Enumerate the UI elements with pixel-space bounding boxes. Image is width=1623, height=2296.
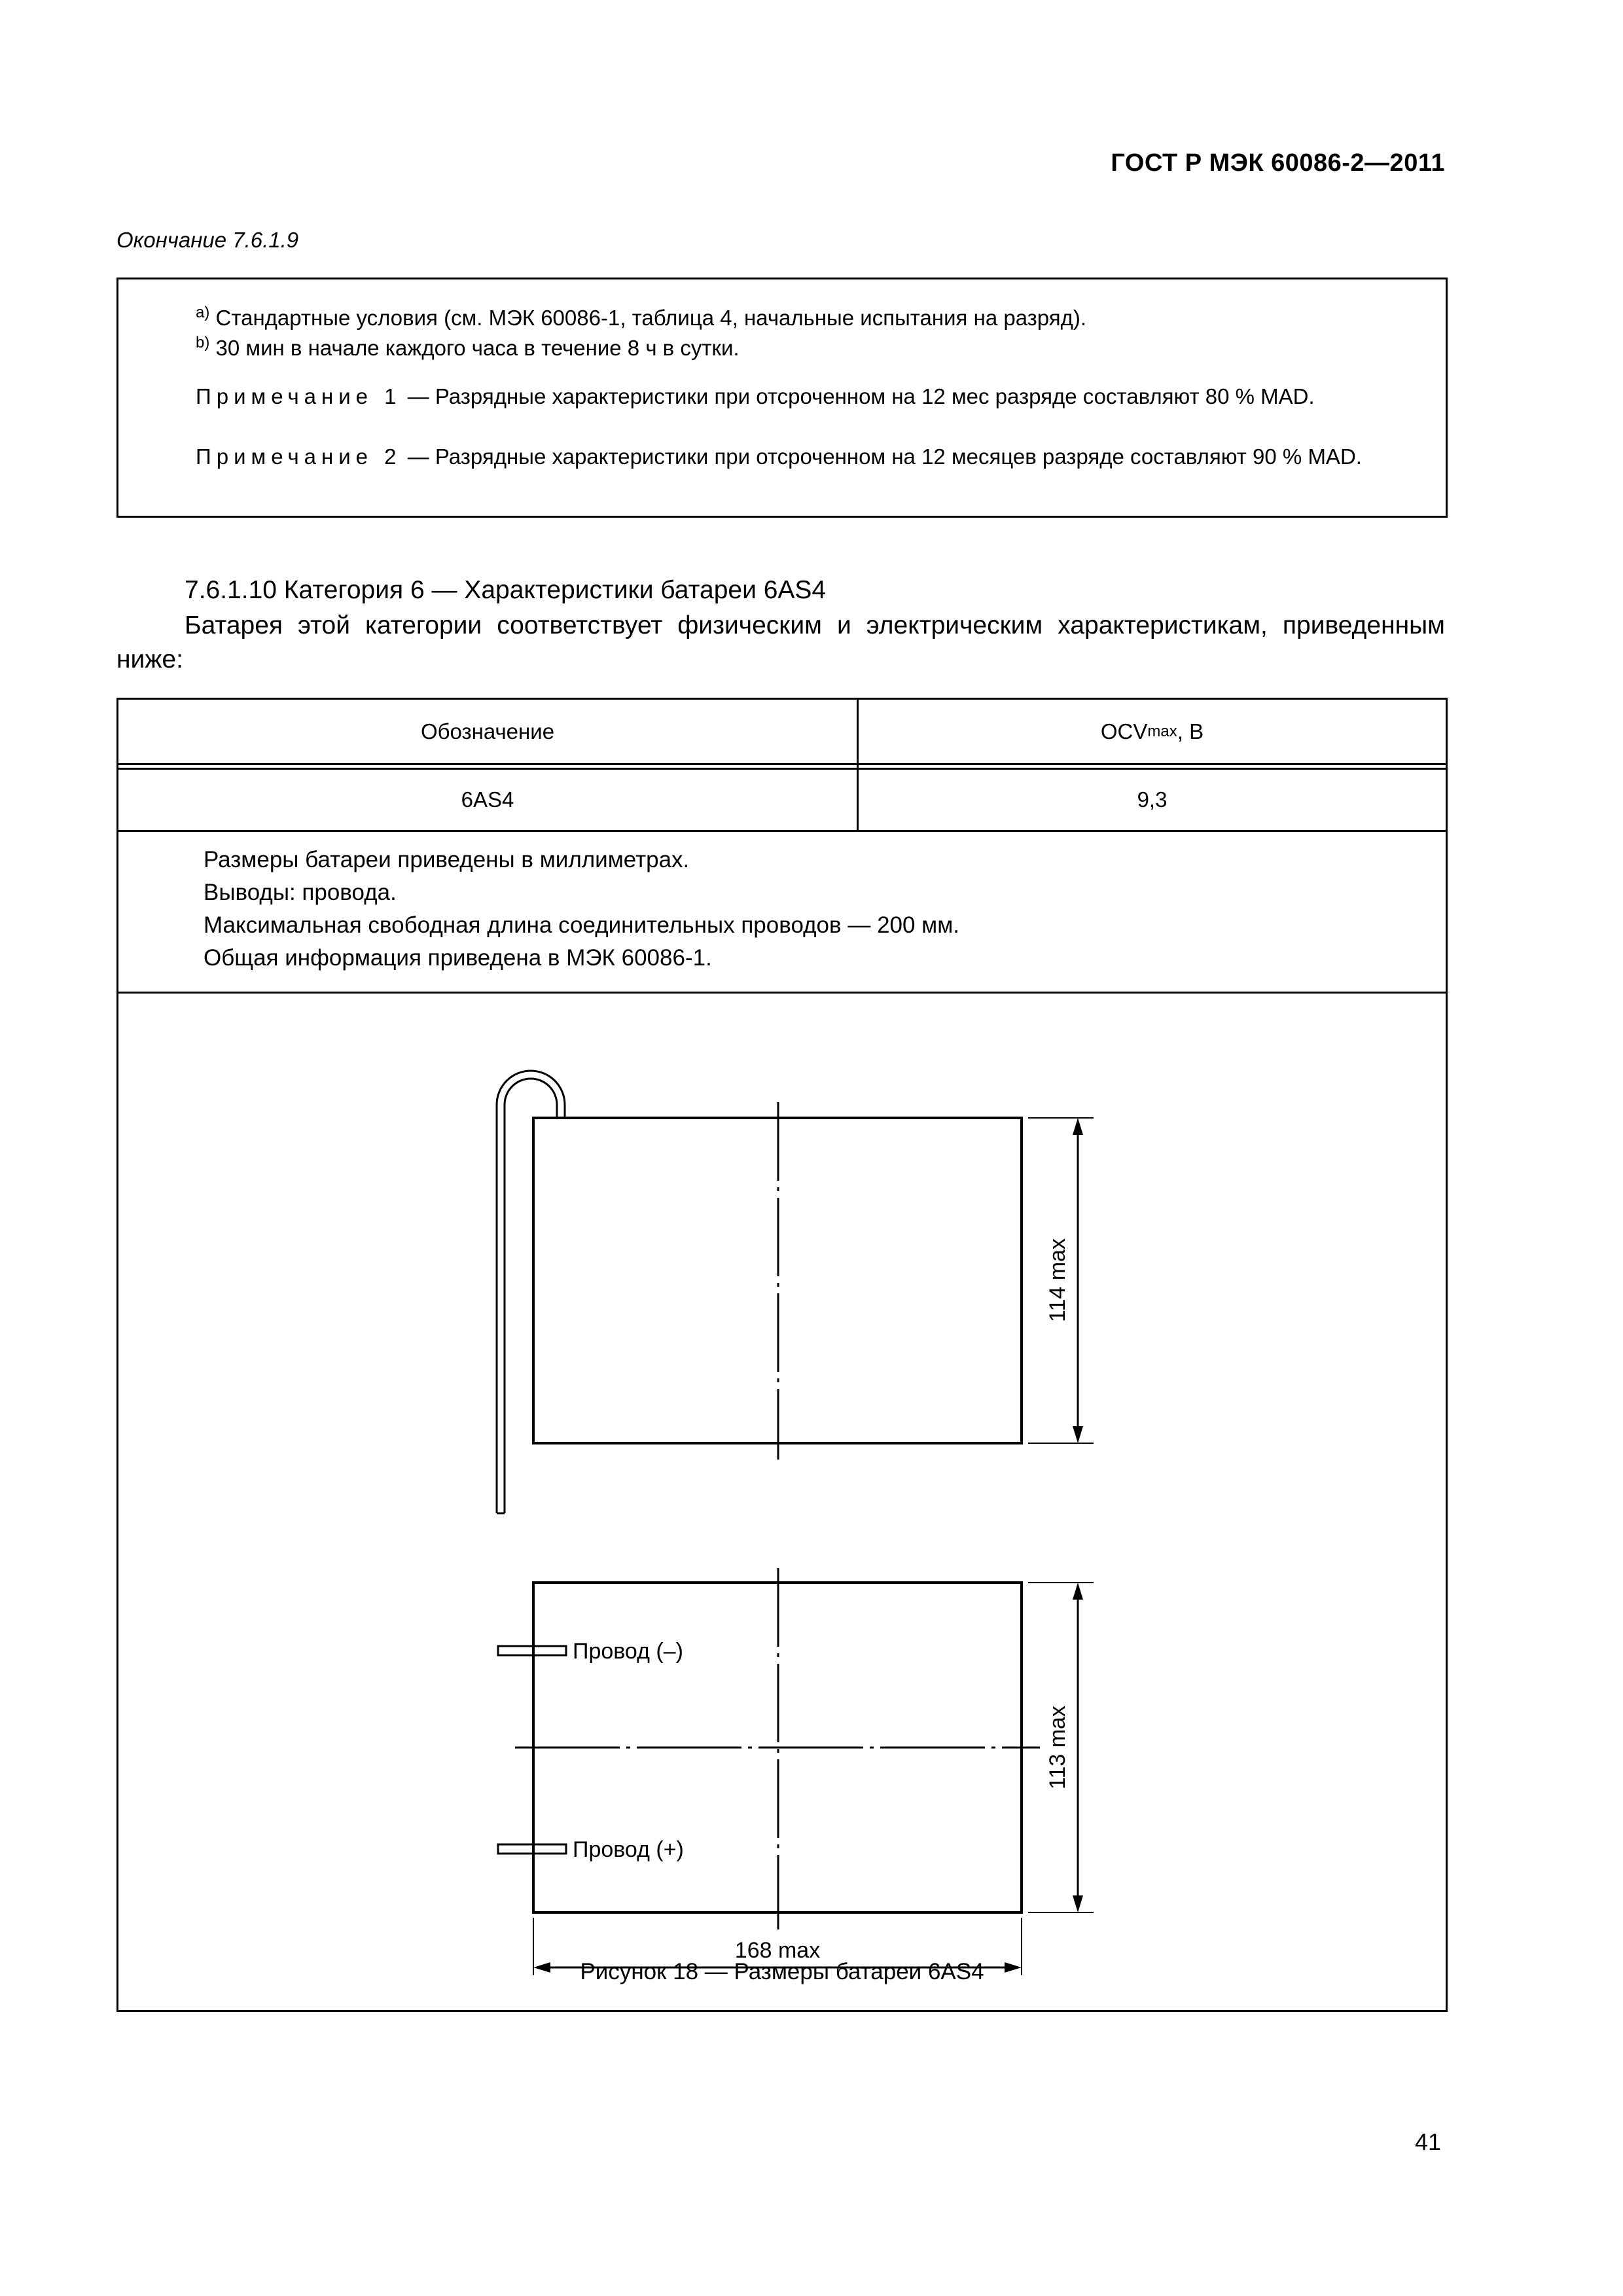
ocv-label: OCV [1100,719,1148,744]
info-block [204,844,1414,975]
note-1 [124,382,1435,412]
spec-table [116,698,1448,2012]
positive-lead-label: Провод (+) [573,1837,684,1862]
ocv-subscript: max [1147,723,1177,740]
footnote-b-text: 30 мин в начале каждого часа в течение 8 ч в сутки. [215,336,740,360]
front-height-label: 113 max [1045,1706,1070,1789]
side-view-lead-wire-inner [505,1079,557,1513]
note-2-text: — Разрядные характеристики при отсроченном на 12 месяцев разряде составляют 90 % MAD. [407,444,1362,469]
negative-lead-label: Провод (–) [573,1639,683,1664]
table-header-ocv [859,700,1446,764]
footnote-box [116,278,1448,518]
table-cell-ocv: 9,3 [1137,787,1168,812]
row-rule [118,830,1446,832]
side-view-lead-wire [497,1071,565,1513]
width-label: 168 max [734,1938,821,1963]
figure-caption: Рисунок 18 — Размеры батареи 6AS4 [580,1959,984,1984]
note-2-label: Примечание 2 [196,444,402,469]
table-cell-designation: 6AS4 [461,787,514,812]
info-line-terminals: Выводы: провода. [204,880,397,905]
header-rule-1 [118,763,1446,765]
info-line-units: Размеры батареи приведены в миллиметрах. [204,847,690,872]
section-intro: Батарея этой категории соответствует физическим и электрическим характеристикам, приведенным ниже: [116,611,1445,673]
document-code: ГОСТ Р МЭК 60086-2—2011 [1111,149,1445,177]
footnote-a-mark: a) [196,304,210,321]
table-header-designation: Обозначение [420,719,555,744]
continuation-label: Окончание 7.6.1.9 [116,228,299,252]
footnote-b [196,328,1426,363]
footnote-a-text: Стандартные условия (см. МЭК 60086-1, таблица 4, начальные испытания на разряд). [215,306,1087,330]
footnote-b-mark: b) [196,334,210,351]
battery-drawing [118,994,1446,2010]
note-1-text: — Разрядные характеристики при отсроченном на 12 мес разряде составляют 80 % MAD. [407,384,1315,408]
note-2 [124,442,1435,472]
side-height-label: 114 max [1045,1238,1070,1322]
info-line-wire-length: Максимальная свободная длина соединительных проводов — 200 мм. [204,912,960,938]
info-line-general: Общая информация приведена в МЭК 60086-1. [204,945,712,971]
ocv-unit: , В [1177,719,1204,744]
note-1-label: Примечание 1 [196,384,402,408]
page-number: 41 [1414,2128,1441,2155]
section-title: 7.6.1.10 Категория 6 — Характеристики батареи 6AS4 [185,576,827,604]
column-divider [857,700,859,830]
